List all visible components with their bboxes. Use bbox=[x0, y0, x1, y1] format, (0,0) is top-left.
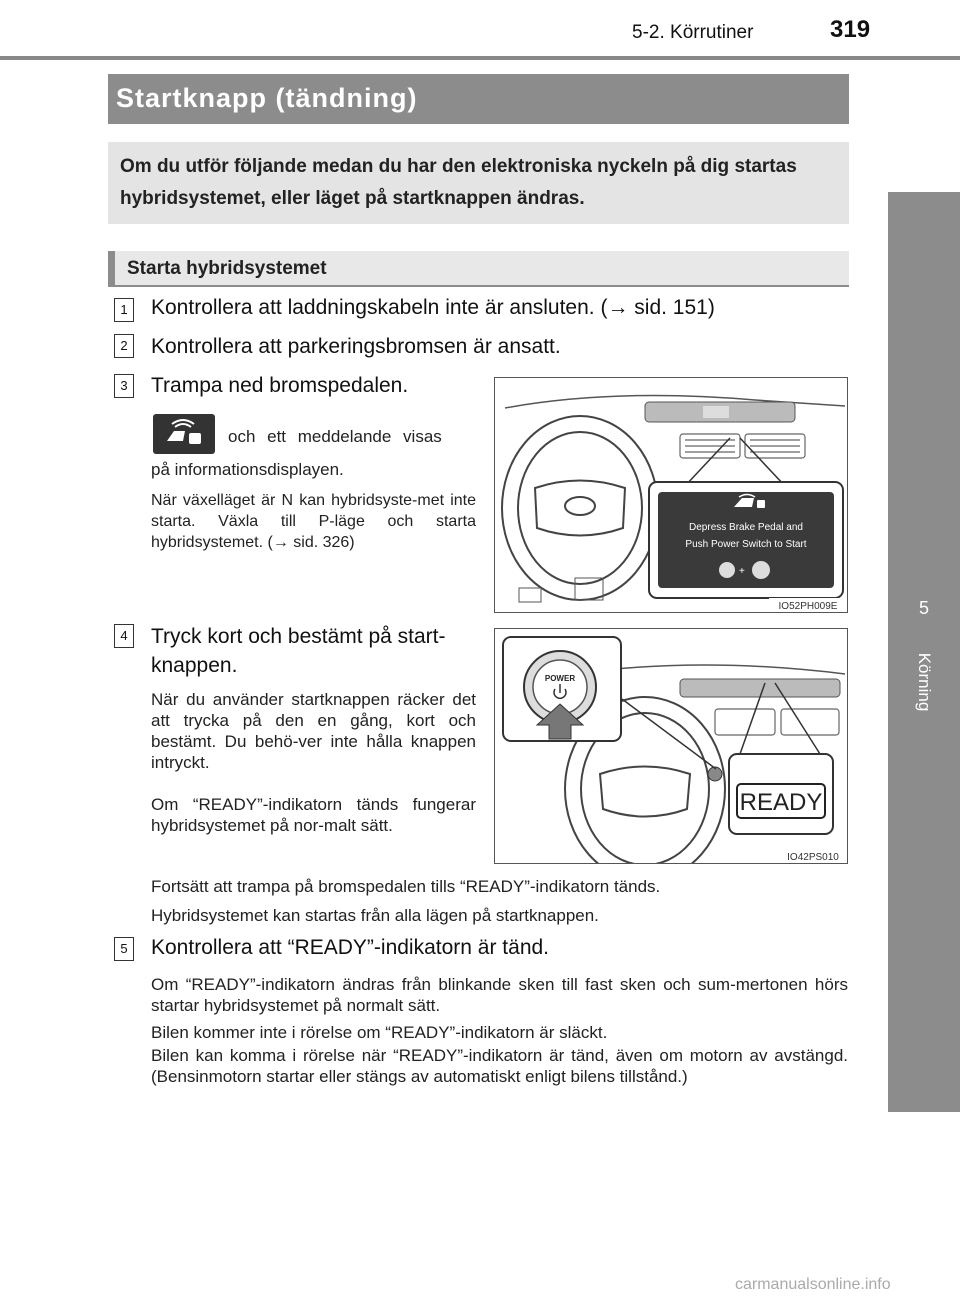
watermark: carmanualsonline.info bbox=[735, 1276, 891, 1293]
step-4-text-line-1: Tryck kort och bestämt på start- bbox=[151, 625, 446, 648]
ready-indicator-text: READY bbox=[739, 789, 823, 816]
step-4-note-1: När du använder startknappen räcker det att trycka på den en gång, kort och bestämt. Du behö-ver inte hålla knappen intryckt. bbox=[151, 690, 476, 772]
dashboard-display-illustration bbox=[494, 377, 848, 613]
chapter-label: Körning bbox=[915, 652, 934, 712]
step-number-3: 3 bbox=[114, 374, 134, 398]
step-3-icon-line2: på informationsdisplayen. bbox=[151, 460, 344, 479]
subsection-header bbox=[108, 251, 849, 287]
section-header: 5-2. Körrutiner bbox=[632, 22, 754, 43]
step-3-text: Trampa ned bromspedalen. bbox=[151, 374, 409, 397]
image-2-code: IO42PS010 bbox=[787, 852, 839, 863]
step-1-text: Kontrollera att laddningskabeln inte är ansluten. (→ sid. 151) bbox=[151, 296, 715, 319]
title-bar bbox=[108, 74, 849, 124]
page-number: 319 bbox=[830, 16, 871, 43]
key-brake-indicator-icon bbox=[153, 414, 215, 454]
step-4-note-3: Fortsätt att trampa på bromspedalen tills “READY”-indikatorn tänds. bbox=[151, 877, 661, 896]
subsection-title: Starta hybridsystemet bbox=[127, 258, 327, 279]
display-message-line-2: Push Power Switch to Start bbox=[685, 539, 807, 550]
display-message-line-1: Depress Brake Pedal and bbox=[689, 522, 803, 533]
chapter-number: 5 bbox=[918, 598, 929, 618]
step-5-note-2: Bilen kommer inte i rörelse om “READY”-indikatorn är släckt. bbox=[151, 1023, 608, 1042]
svg-text:+: + bbox=[739, 566, 745, 577]
step-4-text-line-2: knappen. bbox=[151, 654, 238, 677]
step-3-icon-line: och ett meddelande visas bbox=[228, 427, 442, 446]
step-5-note-1: Om “READY”-indikatorn ändras från blinkande sken till fast sken och sum-mertonen hörs startar hybridsystemet på normalt sätt. bbox=[151, 975, 848, 1015]
header-rule bbox=[0, 56, 960, 60]
step-number-1: 1 bbox=[114, 298, 134, 322]
power-button-label: POWER bbox=[544, 674, 576, 683]
step-number-5: 5 bbox=[114, 937, 134, 961]
step-2-text: Kontrollera att parkeringsbromsen är ansatt. bbox=[151, 335, 561, 358]
step-4-note-2: Om “READY”-indikatorn tänds fungerar hybridsystemet på nor-malt sätt. bbox=[151, 795, 476, 835]
step-number-2: 2 bbox=[114, 334, 134, 358]
step-3-note: När växelläget är N kan hybridsyste-met inte starta. Växla till P-läge och starta hybridsystemet. (→ sid. 326) bbox=[151, 492, 476, 551]
step-5-text: Kontrollera att “READY”-indikatorn är tänd. bbox=[151, 936, 550, 959]
step-number-4: 4 bbox=[114, 624, 134, 648]
page-title: Startknapp (tändning) bbox=[116, 83, 418, 113]
step-4-note-4: Hybridsystemet kan startas från alla lägen på startknappen. bbox=[151, 906, 599, 925]
power-button-ready-illustration bbox=[494, 628, 848, 864]
intro-box bbox=[108, 142, 849, 224]
step-5-note-3: Bilen kan komma i rörelse när “READY”-indikatorn är tänd, även om motorn av avstängd. (Bensinmotorn startar eller stängs av automatiskt enligt bilens tillstånd.) bbox=[151, 1046, 848, 1086]
intro-text: Om du utför följande medan du har den elektroniska nyckeln på dig startas hybridsystemet, eller läget på startknappen ändras. bbox=[120, 156, 797, 209]
image-1-code: IO52PH009E bbox=[778, 601, 838, 612]
